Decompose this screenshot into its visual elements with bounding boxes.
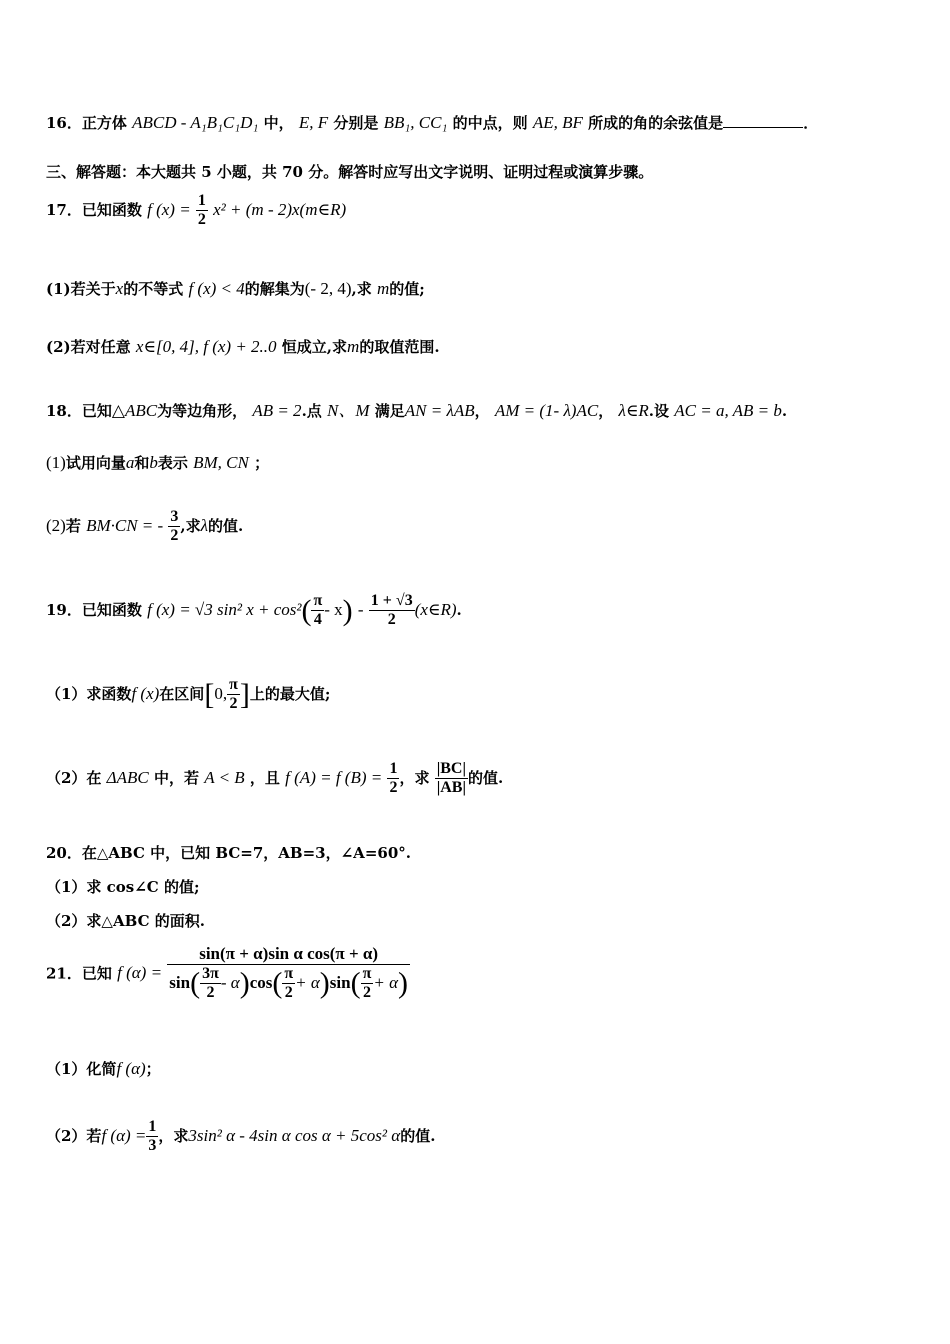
question-16: 16．正方体 ABCD - A₁B₁C₁D₁ 中， E, F 分别是 BB₁, CC₁ 的中点，则 AE, BF 所成的角的余弦值是 ． <box>46 113 819 132</box>
question-20-part-2: （2）求△ABC 的面积. <box>46 912 205 930</box>
question-19-part-1: （1）求函数f (x)在区间[0, $\frac{\pi}{2}$ ]上的最大值; <box>46 676 331 713</box>
question-17-part-1: (1)若关于x的不等式 f (x) < 4的解集为(- 2, 4),求 m的值; <box>46 279 425 298</box>
question-20: 20．在△ABC 中，已知 BC=7，AB=3，∠A=60°. <box>46 844 411 862</box>
cube-name: ABCD - A₁B₁C₁D₁ <box>132 113 259 132</box>
question-19-part-2: （2）在 ΔABC 中，若 A < B ，且 f (A) = f (B) = $\frac{1}{2}$ ，求 $\frac{|BC|}{|AB|}$ 的值. <box>46 760 504 797</box>
question-19: 19．已知函数 f (x) = √3 sin² x + cos²( $\frac{\pi}{4}$ - x) - $\frac{1 + √3}{2}$ (x∈R). <box>46 592 462 629</box>
question-21: 21．已知 f (α) = sin(π + α)sin α cos(π + α) sin( $\frac{3\pi}{2}$ - α)cos( $\frac{\pi}{2}$ + α)sin( $\frac{\pi}{2}$ + α) <box>46 944 409 1001</box>
question-18-part-2: (2)若 BM·CN = - $\frac{3}{2}$ ,求λ的值. <box>46 508 244 545</box>
answer-blank <box>723 113 803 128</box>
question-20-part-1: （1）求 cos∠C 的值; <box>46 878 200 896</box>
question-18-part-1: (1)试用向量a和b表示 BM, CN ； <box>46 453 270 472</box>
question-18: 18．已知△ABC为等边角形， AB = 2.点 N、M 满足AN = λAB， AM = (1- λ)AC， λ∈R.设 AC = a, AB = b. <box>46 401 788 420</box>
question-21-part-2: （2）若f (α) = $\frac{1}{3}$ ，求3sin² α - 4sin α cos α + 5cos² α的值. <box>46 1118 436 1155</box>
question-17: 17．已知函数 f (x) = $\frac{1}{2}$ x² + (m - 2)x(m∈R) <box>46 192 347 229</box>
fraction-half: $\frac{1}{2}$ <box>197 192 206 229</box>
section-heading: 三、解答题：本大题共 5 小题，共 70 分。解答时应写出文字说明、证明过程或演算步骤。 <box>46 163 654 181</box>
question-21-part-1: （1）化简f (α)； <box>46 1059 161 1078</box>
question-17-part-2: (2)若对任意 x∈[0, 4], f (x) + 2..0 恒成立,求m的取值范围. <box>46 337 440 356</box>
